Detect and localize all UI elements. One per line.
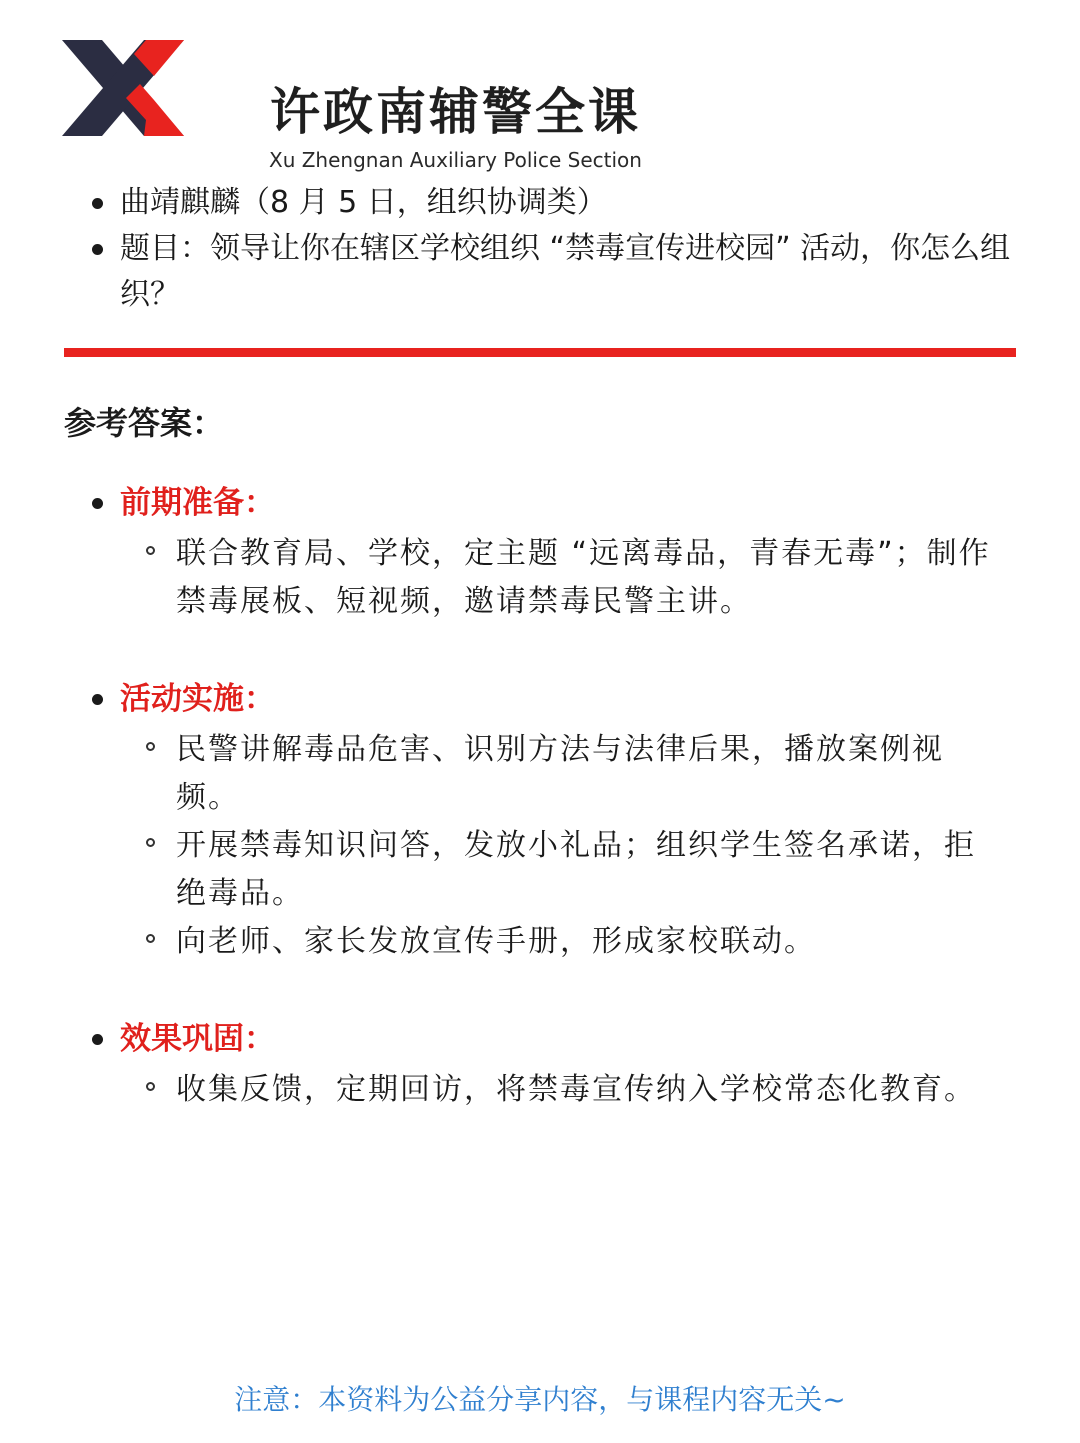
section-implementation xyxy=(88,676,1018,966)
footer-note: 注意：本资料为公益分享内容，与课程内容无关~ xyxy=(234,1383,846,1416)
section-heading: 效果巩固： xyxy=(88,1016,1018,1062)
list-item: 开展禁毒知识问答，发放小礼品；组织学生签名承诺，拒绝毒品。 xyxy=(88,822,1006,918)
question-source: 曲靖麒麟（8 月 5 日，组织协调类） xyxy=(88,180,1018,226)
question-text: 题目：领导让你在辖区学校组织 “禁毒宣传进校园” 活动，你怎么组织？ xyxy=(88,226,1018,318)
section-heading: 活动实施： xyxy=(88,676,1018,722)
list-item: 向老师、家长发放宣传手册，形成家校联动。 xyxy=(88,918,1006,966)
list-item: 联合教育局、学校，定主题 “远离毒品，青春无毒”；制作禁毒展板、短视频，邀请禁毒民警主讲。 xyxy=(88,530,1006,626)
section-heading: 前期准备： xyxy=(88,480,1018,526)
question-list xyxy=(88,180,1018,318)
section-consolidation xyxy=(88,1016,1018,1114)
section-divider xyxy=(64,348,1016,357)
list-item: 收集反馈，定期回访，将禁毒宣传纳入学校常态化教育。 xyxy=(88,1066,1006,1114)
section-preparation xyxy=(88,480,1018,626)
sub-list xyxy=(88,726,1018,966)
brand-name: 许政南辅警全课 xyxy=(270,83,641,141)
sub-list xyxy=(88,530,1018,626)
brand-header xyxy=(62,40,642,172)
sub-list xyxy=(88,1066,1018,1114)
list-item: 民警讲解毒品危害、识别方法与法律后果，播放案例视频。 xyxy=(88,726,1006,822)
brand-logo-icon xyxy=(62,40,184,136)
answer-title: 参考答案： xyxy=(64,404,225,442)
brand-name-english: Xu Zhengnan Auxiliary Police Section xyxy=(269,148,642,172)
